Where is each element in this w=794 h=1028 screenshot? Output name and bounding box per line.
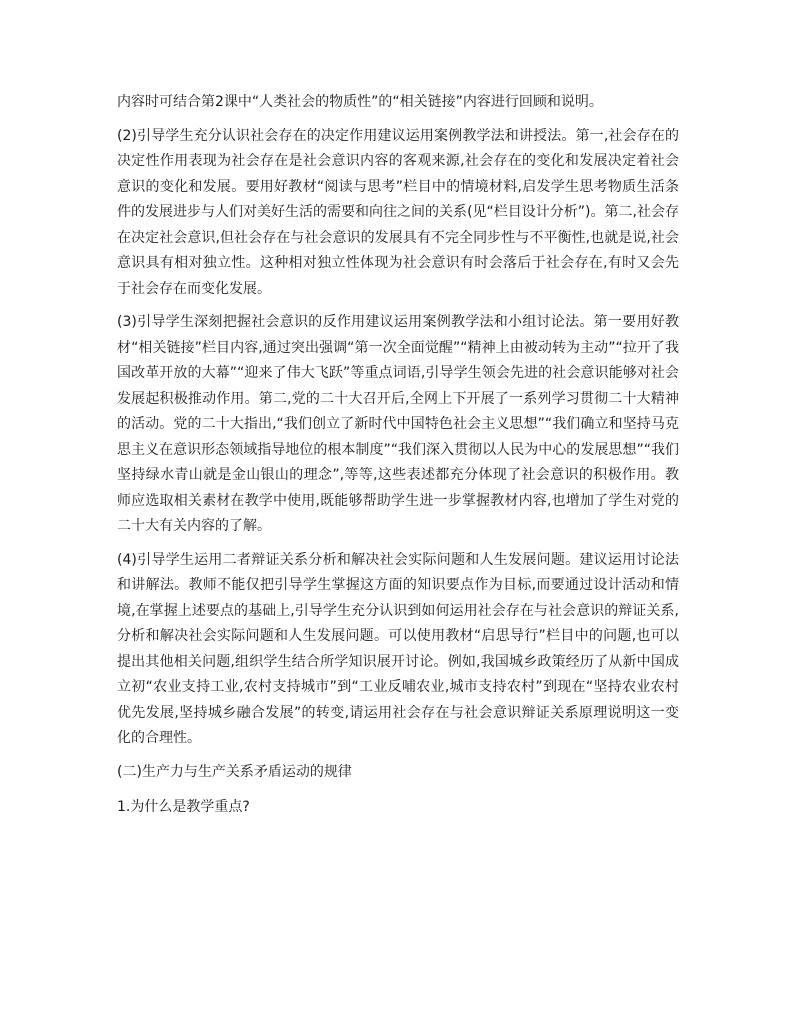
paragraph-point-3: (3)引导学生深刻把握社会意识的反作用建议运用案例教学法和小组讨论法。第一要用好教材“相关链接”栏目内容,通过突出强调“第一次全面觉醒”“精神上由被动转为主动”“拉开了我国改革开放的大幕”“迎来了伟大飞跃”等重点词语,引导学生领会先进的社会意识能够对社会发展起积极推动作用。第二,党的二十大召开后,全网上下开展了一系列学习贯彻二十大精神的活动。党的二十大指出,“我们创立了新时代中国特色社会主义思想”“我们确立和坚持马克思主义在意识形态领域指导地位的根本制度”“我们深入贯彻以人民为中心的发展思想”“我们坚持绿水青山就是金山银山的理念”,等等,这些表述都充分体现了社会意识的积极作用。教师应选取相关素材在教学中使用,既能够帮助学生进一步掌握教材内容,也增加了学生对党的二十大有关内容的了解。: [117, 314, 679, 534]
subheading: 1.为什么是教学重点?: [117, 799, 250, 815]
paragraph-point-4: (4)引导学生运用二者辩证关系分析和解决社会实际问题和人生发展问题。建议运用讨论法和讲解法。教师不能仅把引导学生掌握这方面的知识要点作为目标,而要通过设计活动和情境,在掌握上述要点的基础上,引导学生充分认识到如何运用社会存在与社会意识的辩证关系,分析和解决社会实际问题和人生发展问题。可以使用教材“启思导行”栏目中的问题,也可以提出其他相关问题,组织学生结合所学知识展开讨论。例如,我国城乡政策经历了从新中国成立初“农业支持工业,农村支持城市”到“工业反哺农业,城市支持农村”到现在“坚持农业农村优先发展,坚持城乡融合发展”的转变,请运用社会存在与社会意识辩证关系原理说明这一变化的合理性。: [117, 551, 679, 746]
paragraph-point-2: (2)引导学生充分认识社会存在的决定作用建议运用案例教学法和讲授法。第一,社会存在的决定性作用表现为社会存在是社会意识内容的客观来源,社会存在的变化和发展决定着社会意识的变化和发展。要用好教材“阅读与思考”栏目中的情境材料,启发学生思考物质生活条件的发展进步与人们对美好生活的需要和向往之间的关系(见“栏目设计分析”)。第二,社会存在决定社会意识,但社会存在与社会意识的发展具有不完全同步性与不平衡性,也就是说,社会意识具有相对独立性。这种相对独立性体现为社会意识有时会落后于社会存在,有时又会先于社会存在而变化发展。: [117, 127, 679, 297]
paragraph-intro: 内容时可结合第2课中“人类社会的物质性”的“相关链接”内容进行回顾和说明。: [117, 94, 603, 110]
document-page: [117, 90, 679, 821]
section-heading: (二)生产力与生产关系矛盾运动的规律: [117, 763, 352, 780]
